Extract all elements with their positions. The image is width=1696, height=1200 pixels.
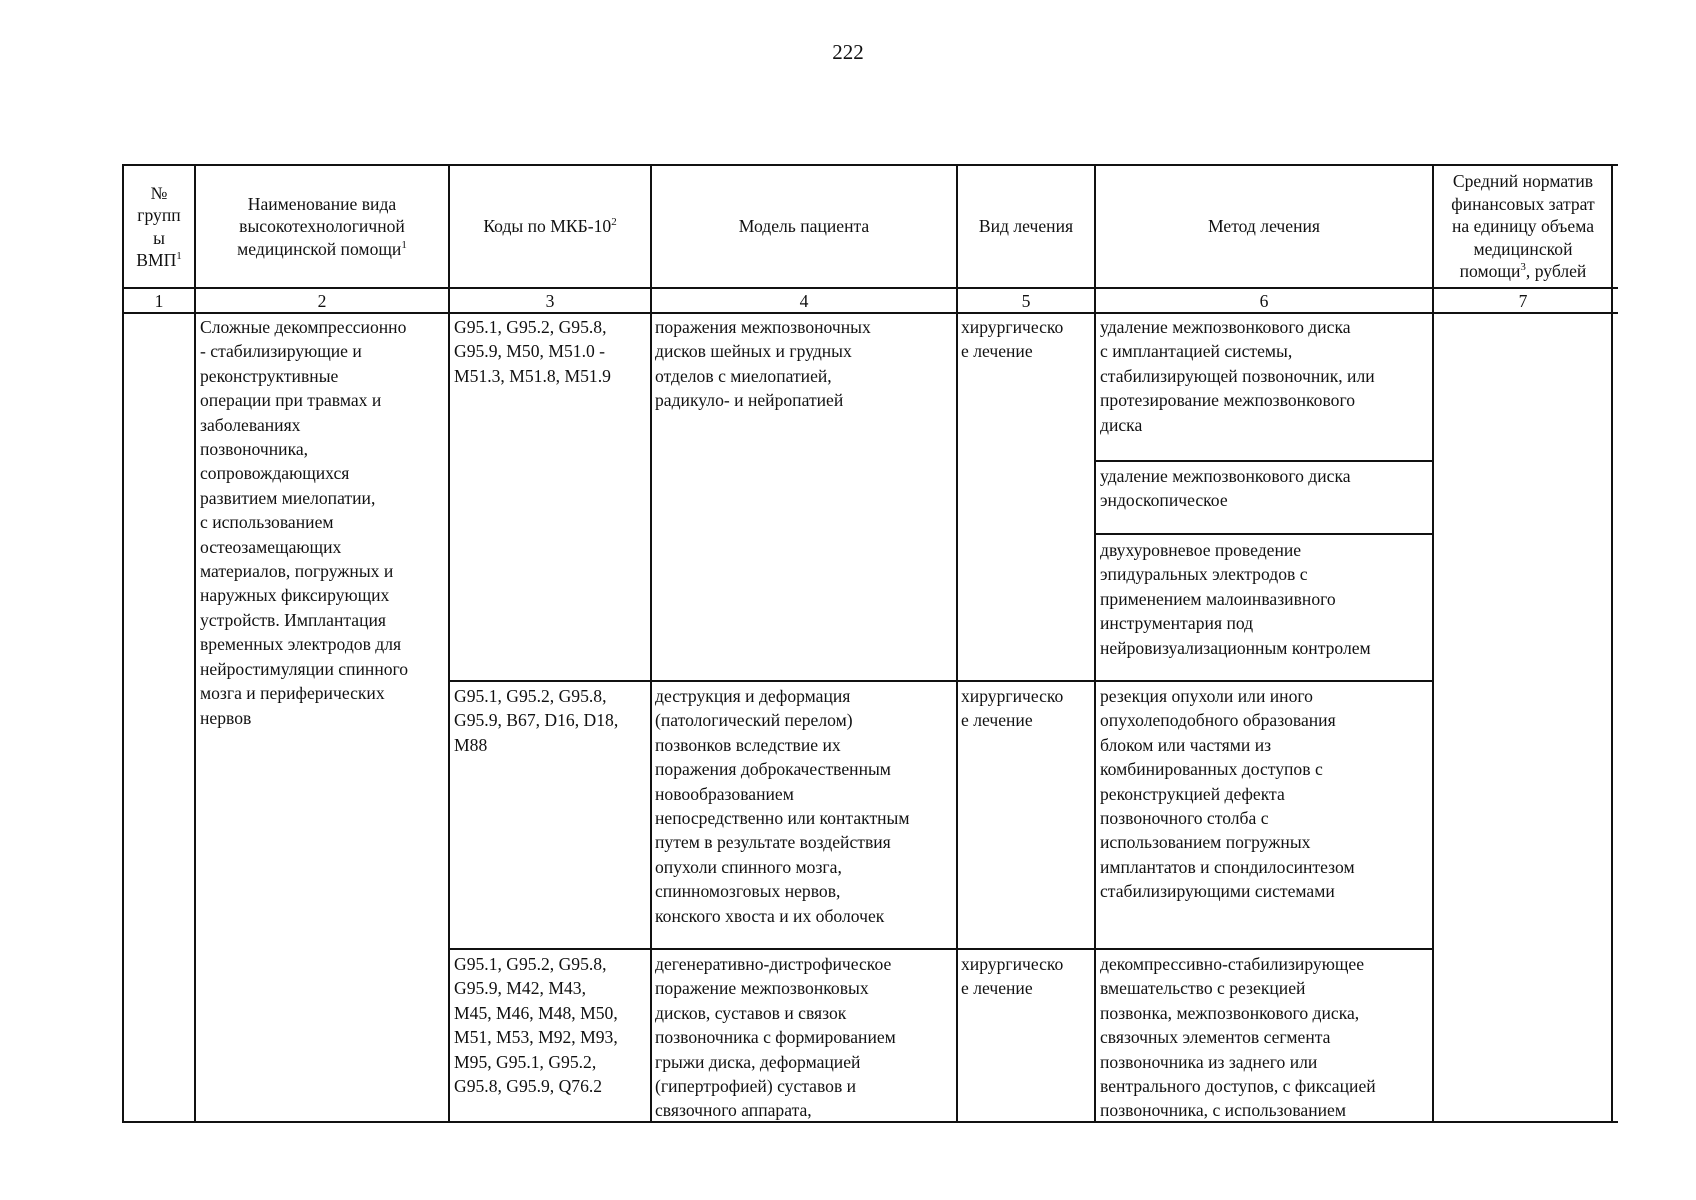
method-divider-1	[1094, 460, 1432, 462]
icd-codes-cell: G95.1, G95.2, G95.8, G95.9, M50, M51.0 - M51.3, M51.8, M51.9	[454, 317, 611, 386]
footnote-ref: 1	[176, 250, 182, 263]
treatment-type-cell: хирургическо е лечение	[961, 686, 1064, 731]
header-icd-codes-label: Коды по МКБ-10	[483, 216, 612, 237]
footnote-ref: 2	[611, 216, 617, 229]
header-cost-standard-label: Средний норматив финансовых затрат на единицу объема медицинской помощи	[1451, 171, 1595, 282]
treatment-method-cell: декомпрессивно-стабилизирующее вмешательство с резекцией позвонка, межпозвонкового диска, связочных элементов сегмента позвоночника из заднего или вентрального доступов, с фиксацией позвоночника, с использованием	[1100, 954, 1376, 1121]
page-number: 222	[832, 40, 864, 64]
patient-model-cell: деструкция и деформация (патологический перелом) позвонков вследствие их поражения доброкачественным новообразованием непосредственно или контактным путем в результате воздействия опухоли спинного мозга, спинномозговых нервов, конского хвоста и их оболочек	[655, 686, 910, 926]
group-divider-2	[448, 948, 1432, 950]
treatment-method-cell: двухуровневое проведение эпидуральных электродов с применением малоинвазивного инструментария под нейровизуализационным контролем	[1100, 540, 1371, 658]
number-row-bottom-line	[122, 312, 1618, 314]
footnote-ref: 1	[401, 238, 407, 251]
column-number-3: 3	[545, 291, 555, 311]
method-divider-2	[1094, 533, 1432, 535]
column-number-4: 4	[799, 291, 809, 311]
header-care-name-label: Наименование вида высокотехнологичной медицинской помощи	[237, 193, 405, 259]
treatment-method-cell: удаление межпозвонкового диска с имплантацией системы, стабилизирующей позвоночник, или протезирование межпозвонкового диска	[1100, 317, 1375, 435]
treatment-method-cell: резекция опухоли или иного опухолеподобного образования блоком или частями из комбинированных доступов с реконструкцией дефекта позвоночного столба с использованием погружных имплантатов и спондилосинтезом стабилизирующими системами	[1100, 686, 1355, 902]
patient-model-cell: дегенеративно-дистрофическое поражение межпозвонковых дисков, суставов и связок позвоночника с формированием грыжи диска, деформацией (гипертрофией) суставов и связочного аппарата,	[655, 954, 896, 1121]
group-divider-1	[448, 680, 1432, 682]
header-icd-codes	[450, 166, 650, 287]
header-treatment-type	[958, 166, 1094, 287]
header-care-name	[196, 166, 448, 287]
header-treatment-type-label: Вид лечения	[978, 216, 1074, 237]
header-treatment-method-label: Метод лечения	[1207, 216, 1321, 237]
header-bottom-line	[122, 287, 1618, 289]
column-number-5: 5	[1021, 291, 1031, 311]
header-cost-standard-unit: , рублей	[1525, 261, 1587, 282]
column-number-2: 2	[317, 291, 327, 311]
treatment-type-cell: хирургическо е лечение	[961, 317, 1064, 362]
header-group-number	[124, 166, 194, 287]
header-patient-model-label: Модель пациента	[738, 216, 870, 237]
treatment-method-cell: удаление межпозвонкового диска эндоскопическое	[1100, 466, 1351, 511]
header-cost-standard	[1434, 166, 1612, 287]
treatment-type-cell: хирургическо е лечение	[961, 954, 1064, 999]
footnote-ref: 3	[1520, 261, 1526, 274]
icd-codes-cell: G95.1, G95.2, G95.8, G95.9, M42, M43, M45, M46, M48, M50, M51, M53, M92, M93, M95, G95.1, G95.2, G95.8, G95.9, Q76.2	[454, 954, 618, 1097]
header-treatment-method	[1096, 166, 1432, 287]
column-number-1: 1	[154, 291, 164, 311]
header-group-number-label: № групп ы ВМП	[136, 182, 181, 270]
patient-model-cell: поражения межпозвоночных дисков шейных и грудных отделов с миелопатией, радикуло- и нейропатией	[655, 317, 871, 411]
care-name-cell: Сложные декомпрессионно - стабилизирующие и реконструктивные операции при травмах и заболеваниях позвоночника, сопровождающихся развитием миелопатии, с использованием остеозамещающих материалов, погружных и наружных фиксирующих устройств. Имплантация временных электродов для нейростимуляции спинного мозга и периферических нервов	[200, 317, 409, 728]
column-number-6: 6	[1259, 291, 1269, 311]
header-patient-model	[652, 166, 956, 287]
column-number-7: 7	[1518, 291, 1528, 311]
icd-codes-cell: G95.1, G95.2, G95.8, G95.9, B67, D16, D18, M88	[454, 686, 619, 755]
